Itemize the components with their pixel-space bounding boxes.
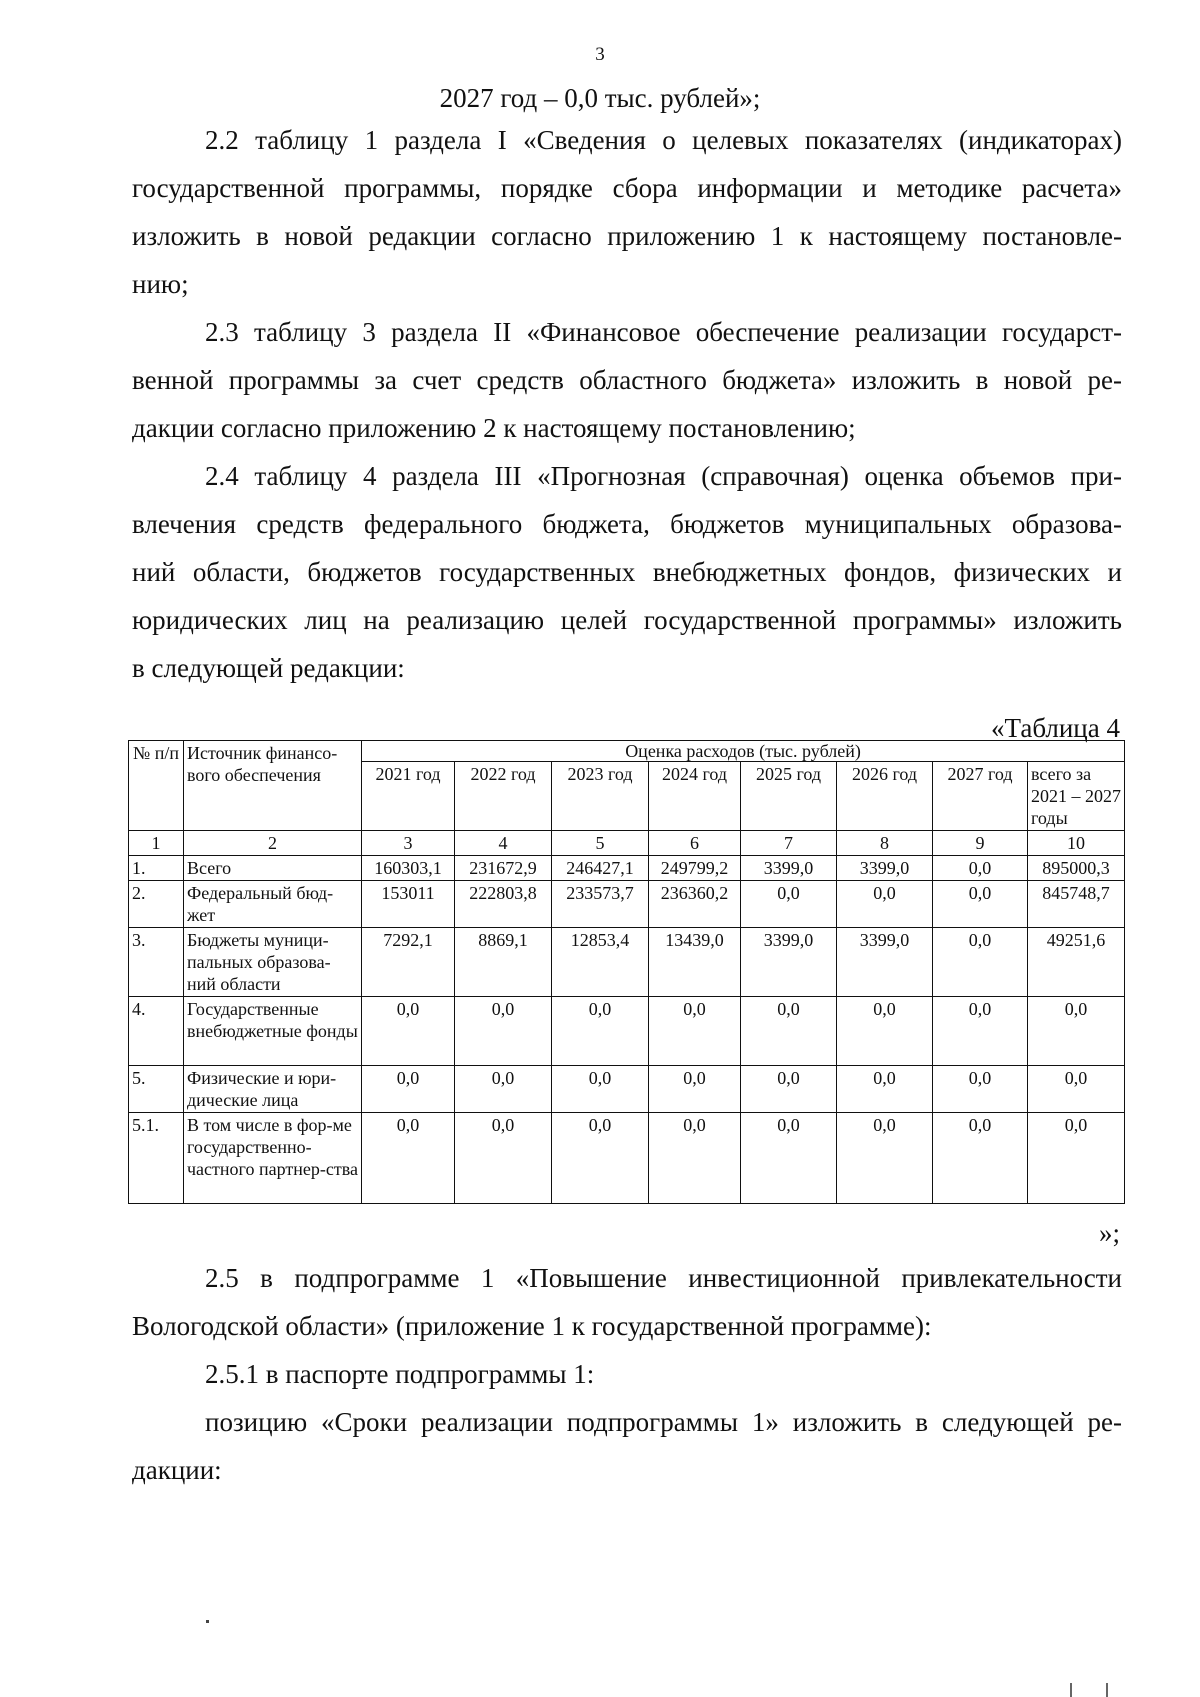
row-value: 236360,2 bbox=[649, 881, 741, 928]
position-line-1: позицию «Сроки реализации подпрограммы 1» изложить в следующей ре- bbox=[205, 1407, 1122, 1437]
column-number: 9 bbox=[933, 831, 1028, 856]
row-source: Федеральный бюд-жет bbox=[184, 881, 362, 928]
row-value: 0,0 bbox=[933, 1066, 1028, 1113]
row-value: 249799,2 bbox=[649, 856, 741, 881]
header-year: 2027 год bbox=[933, 762, 1028, 831]
row-value: 0,0 bbox=[933, 997, 1028, 1066]
column-number-row bbox=[129, 831, 1125, 856]
table-caption: «Таблица 4 bbox=[991, 713, 1120, 743]
binding-mark bbox=[1070, 1683, 1108, 1697]
row-value: 845748,7 bbox=[1028, 881, 1125, 928]
row-source: Государственные внебюджетные фонды bbox=[184, 997, 362, 1066]
paragraph-2-2-line-1: 2.2 таблицу 1 раздела I «Сведения о целевых показателях (индикаторах) bbox=[205, 125, 1122, 155]
scan-dot bbox=[206, 1620, 209, 1623]
row-value: 0,0 bbox=[455, 997, 552, 1066]
row-value: 0,0 bbox=[552, 1113, 649, 1204]
row-number: 4. bbox=[129, 997, 184, 1066]
table-row bbox=[129, 928, 1125, 997]
column-number: 1 bbox=[129, 831, 184, 856]
paragraph-2-4-line-2: влечения средств федерального бюджета, бюджетов муниципальных образова- bbox=[132, 509, 1122, 539]
column-number: 4 bbox=[455, 831, 552, 856]
paragraph-2-3-line-1: 2.3 таблицу 3 раздела II «Финансовое обеспечение реализации государст- bbox=[205, 317, 1122, 347]
row-value: 3399,0 bbox=[741, 928, 837, 997]
row-value: 0,0 bbox=[1028, 1113, 1125, 1204]
column-number: 8 bbox=[837, 831, 933, 856]
column-number: 3 bbox=[362, 831, 455, 856]
row-value: 0,0 bbox=[362, 1113, 455, 1204]
paragraph-2-4-line-3: ний области, бюджетов государственных внебюджетных фондов, физических и bbox=[132, 557, 1122, 587]
row-number: 5.1. bbox=[129, 1113, 184, 1204]
row-value: 0,0 bbox=[837, 1113, 933, 1204]
row-source: В том числе в фор-ме государственно-частного партнер-ства bbox=[184, 1113, 362, 1204]
row-value: 3399,0 bbox=[741, 856, 837, 881]
paragraph-2-4-line-5: в следующей редакции: bbox=[132, 653, 405, 683]
row-value: 0,0 bbox=[552, 997, 649, 1066]
table-closing-mark: »; bbox=[1098, 1218, 1120, 1248]
row-value: 0,0 bbox=[741, 881, 837, 928]
table-header-row bbox=[129, 741, 1125, 762]
row-value: 0,0 bbox=[455, 1066, 552, 1113]
row-number: 3. bbox=[129, 928, 184, 997]
row-value: 0,0 bbox=[552, 1066, 649, 1113]
row-value: 0,0 bbox=[933, 881, 1028, 928]
row-value: 153011 bbox=[362, 881, 455, 928]
row-value: 0,0 bbox=[741, 1113, 837, 1204]
row-value: 0,0 bbox=[649, 997, 741, 1066]
row-value: 0,0 bbox=[649, 1066, 741, 1113]
text-line: 2027 год – 0,0 тыс. рублей»; bbox=[439, 83, 761, 113]
header-year: 2025 год bbox=[741, 762, 837, 831]
paragraph-2-5-line-2: Вологодской области» (приложение 1 к государственной программе): bbox=[132, 1311, 932, 1341]
row-number: 5. bbox=[129, 1066, 184, 1113]
table-row bbox=[129, 1066, 1125, 1113]
paragraph-2-4-line-4: юридических лиц на реализацию целей государственной программы» изложить bbox=[132, 605, 1122, 635]
table-row bbox=[129, 856, 1125, 881]
row-number: 1. bbox=[129, 856, 184, 881]
header-year: 2022 год bbox=[455, 762, 552, 831]
paragraph-2-2-line-3: изложить в новой редакции согласно приложению 1 к настоящему постановле- bbox=[132, 221, 1122, 251]
header-year: 2023 год bbox=[552, 762, 649, 831]
paragraph-2-3-line-2: венной программы за счет средств областного бюджета» изложить в новой ре- bbox=[132, 365, 1122, 395]
row-value: 0,0 bbox=[933, 1113, 1028, 1204]
row-value: 3399,0 bbox=[837, 928, 933, 997]
header-year: 2026 год bbox=[837, 762, 933, 831]
paragraph-2-2-line-4: нию; bbox=[132, 269, 189, 299]
row-source: Бюджеты муници-пальных образова-ний области bbox=[184, 928, 362, 997]
table-row bbox=[129, 881, 1125, 928]
header-year: 2021 год bbox=[362, 762, 455, 831]
row-value: 233573,7 bbox=[552, 881, 649, 928]
column-number: 6 bbox=[649, 831, 741, 856]
row-value: 12853,4 bbox=[552, 928, 649, 997]
row-value: 7292,1 bbox=[362, 928, 455, 997]
row-value: 0,0 bbox=[933, 856, 1028, 881]
paragraph-2-5-line-1: 2.5 в подпрограмме 1 «Повышение инвестиционной привлекательности bbox=[205, 1263, 1122, 1293]
row-value: 0,0 bbox=[837, 997, 933, 1066]
row-number: 2. bbox=[129, 881, 184, 928]
paragraph-2-2-line-2: государственной программы, порядке сбора информации и методике расчета» bbox=[132, 173, 1122, 203]
column-number: 2 bbox=[184, 831, 362, 856]
row-value: 0,0 bbox=[741, 997, 837, 1066]
table-row bbox=[129, 997, 1125, 1066]
row-value: 3399,0 bbox=[837, 856, 933, 881]
row-value: 0,0 bbox=[649, 1113, 741, 1204]
row-value: 49251,6 bbox=[1028, 928, 1125, 997]
row-value: 0,0 bbox=[455, 1113, 552, 1204]
header-number: № п/п bbox=[129, 741, 184, 831]
row-value: 0,0 bbox=[362, 997, 455, 1066]
table-row bbox=[129, 1113, 1125, 1204]
row-value: 0,0 bbox=[741, 1066, 837, 1113]
row-value: 8869,1 bbox=[455, 928, 552, 997]
page-number: 3 bbox=[595, 44, 605, 65]
paragraph-2-4-line-1: 2.4 таблицу 4 раздела III «Прогнозная (справочная) оценка объемов при- bbox=[205, 461, 1122, 491]
row-value: 246427,1 bbox=[552, 856, 649, 881]
header-estimate-group: Оценка расходов (тыс. рублей) bbox=[362, 741, 1125, 762]
column-number: 7 bbox=[741, 831, 837, 856]
row-value: 0,0 bbox=[837, 881, 933, 928]
row-value: 0,0 bbox=[1028, 1066, 1125, 1113]
header-source: Источник финансо-вого обеспечения bbox=[184, 741, 362, 831]
column-number: 5 bbox=[552, 831, 649, 856]
row-value: 0,0 bbox=[837, 1066, 933, 1113]
row-value: 160303,1 bbox=[362, 856, 455, 881]
row-source: Физические и юри-дические лица bbox=[184, 1066, 362, 1113]
row-value: 0,0 bbox=[362, 1066, 455, 1113]
row-value: 231672,9 bbox=[455, 856, 552, 881]
column-number: 10 bbox=[1028, 831, 1125, 856]
paragraph-2-5-1: 2.5.1 в паспорте подпрограммы 1: bbox=[205, 1359, 595, 1389]
row-value: 895000,3 bbox=[1028, 856, 1125, 881]
row-value: 13439,0 bbox=[649, 928, 741, 997]
header-year: 2024 год bbox=[649, 762, 741, 831]
row-value: 0,0 bbox=[933, 928, 1028, 997]
row-source: Всего bbox=[184, 856, 362, 881]
header-total: всего за 2021 – 2027 годы bbox=[1028, 762, 1125, 831]
financing-table bbox=[128, 740, 1125, 1204]
row-value: 222803,8 bbox=[455, 881, 552, 928]
position-line-2: дакции: bbox=[132, 1455, 222, 1485]
row-value: 0,0 bbox=[1028, 997, 1125, 1066]
paragraph-2-3-line-3: дакции согласно приложению 2 к настоящему постановлению; bbox=[132, 413, 856, 443]
